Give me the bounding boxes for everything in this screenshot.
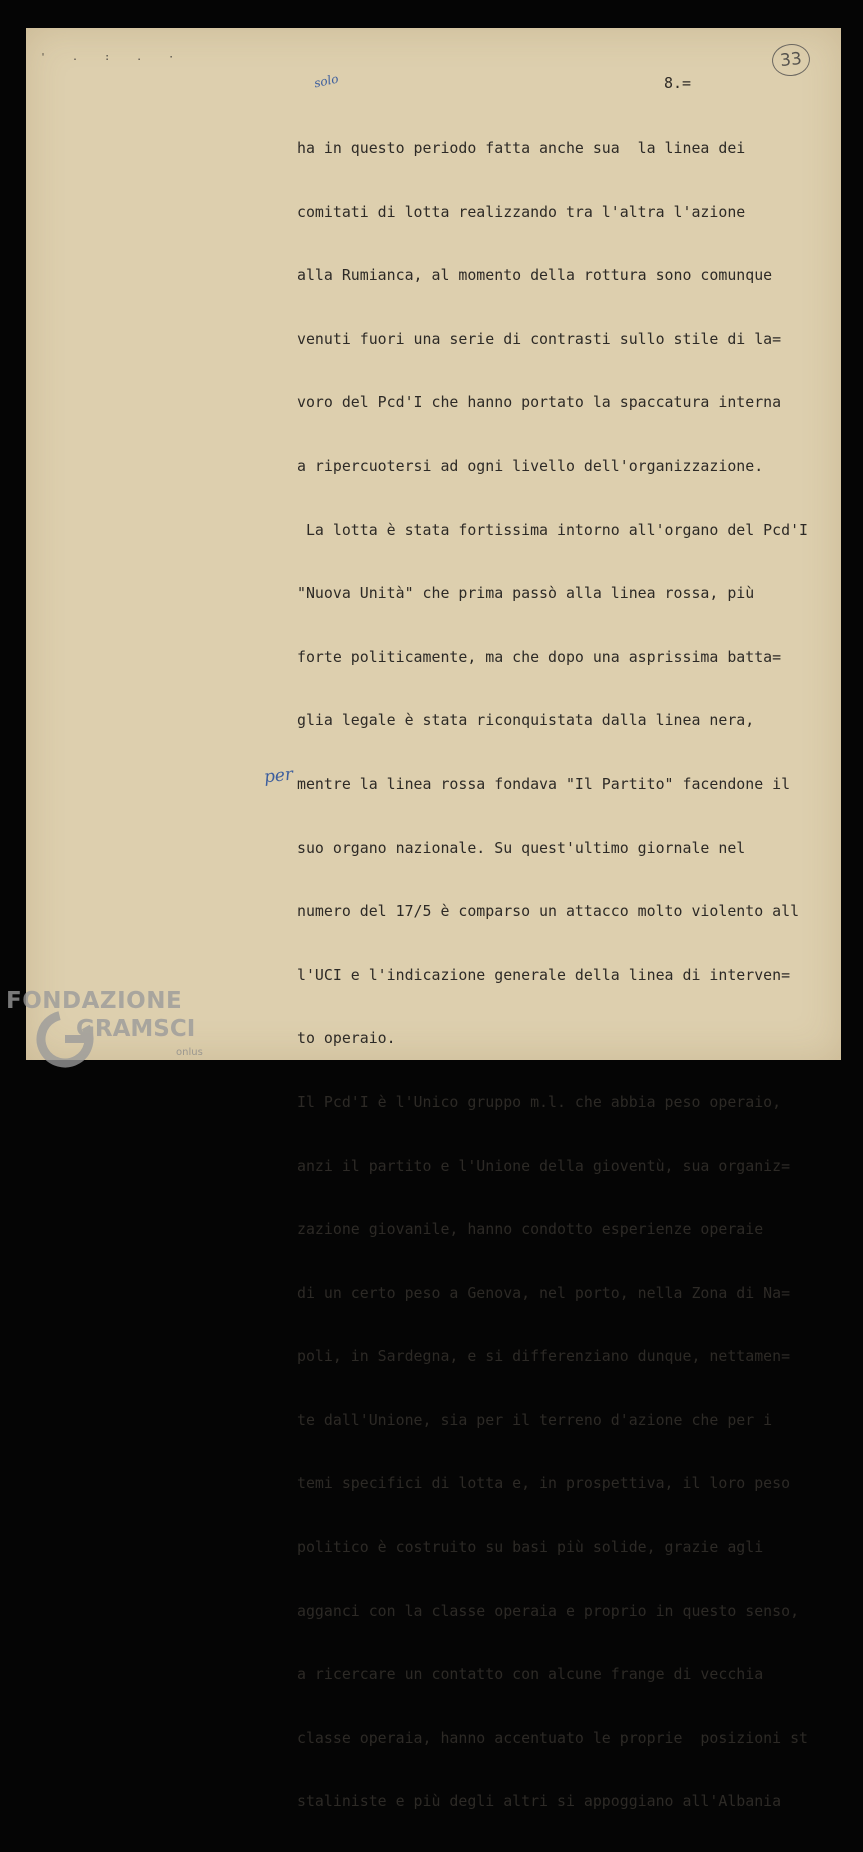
text-line: to operaio.: [297, 1029, 396, 1048]
text-line: l'UCI e l'indicazione generale della linea di interven=: [297, 965, 791, 984]
watermark: [6, 988, 226, 1070]
text-line: forte politicamente, ma che dopo una asprissima batta=: [297, 647, 782, 666]
text-line: venuti fuori una serie di contrasti sullo stile di la=: [297, 329, 782, 348]
page-number: 8.=: [664, 74, 692, 92]
text-line: agganci con la classe operaia e proprio in questo senso,: [297, 1601, 800, 1620]
text-line: glia legale è stata riconquistata dalla linea nera,: [297, 711, 755, 730]
text-line: Il Pcd'I è l'Unico gruppo m.l. che abbia peso operaio,: [297, 1092, 782, 1111]
text-line: politico è costruito su basi più solide, grazie agli: [297, 1538, 764, 1557]
text-line: numero del 17/5 è comparso un attacco molto violento all: [297, 902, 800, 921]
handwritten-note-left: per: [263, 764, 295, 788]
text-line: alla Rumianca, al momento della rottura sono comunque: [297, 266, 773, 285]
text-line: temi specifici di lotta e, in prospettiva, il loro peso: [297, 1474, 791, 1493]
text-line: comitati di lotta realizzando tra l'altra l'azione: [297, 202, 746, 221]
text-line: La lotta è stata fortissima intorno all'organo del Pcd'I: [297, 520, 809, 539]
margin-marks: ' . : . ·: [40, 52, 185, 63]
text-line: anzi il partito e l'Unione della gioventù, sua organiz=: [297, 1156, 791, 1175]
watermark-sub: onlus: [176, 1047, 203, 1058]
text-line: a ripercuotersi ad ogni livello dell'organizzazione.: [297, 456, 764, 475]
archive-number-stamp: 33: [770, 42, 811, 78]
handwritten-note-top: solo: [312, 71, 340, 91]
text-line: a ricercare un contatto con alcune frange di vecchia: [297, 1665, 764, 1684]
text-line: suo organo nazionale. Su quest'ultimo giornale nel: [297, 838, 746, 857]
text-line: classe operaia, hanno accentuato le proprie posizioni st: [297, 1728, 809, 1747]
typed-body-text: [297, 99, 842, 1852]
text-line: mentre la linea rossa fondava "Il Partito" facendone il: [297, 774, 791, 793]
text-line: "Nuova Unità" che prima passò alla linea rossa, più: [297, 584, 755, 603]
text-line: di un certo peso a Genova, nel porto, nella Zona di Na=: [297, 1283, 791, 1302]
text-line: zazione giovanile, hanno condotto esperienze operaie: [297, 1220, 764, 1239]
watermark-line1: FONDAZIONE: [6, 988, 183, 1014]
text-line: ha in questo periodo fatta anche sua la linea dei: [297, 139, 746, 157]
text-line: te dall'Unione, sia per il terreno d'azione che per i: [297, 1410, 773, 1429]
text-line: poli, in Sardegna, e si differenziano dunque, nettamen=: [297, 1347, 791, 1366]
text-line: voro del Pcd'I che hanno portato la spaccatura interna: [297, 393, 782, 412]
text-line: staliniste e più degli altri si appoggiano all'Albania: [297, 1792, 782, 1811]
watermark-line2: GRAMSCI: [76, 1016, 196, 1042]
